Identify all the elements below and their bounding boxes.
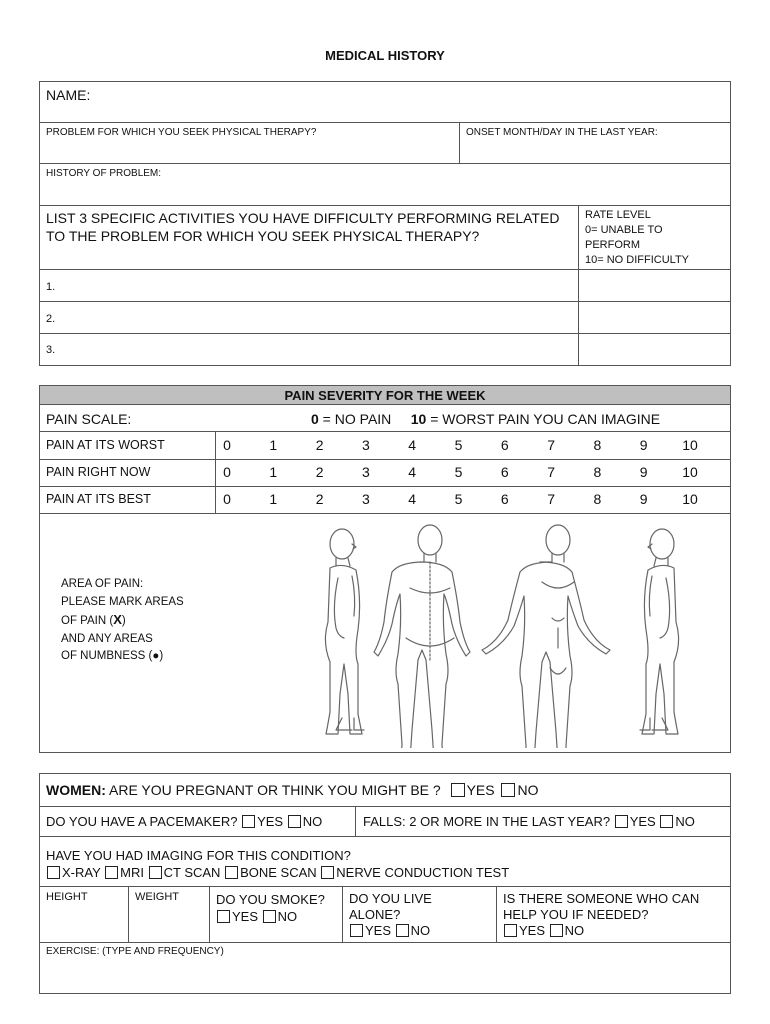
smoke-yes-checkbox[interactable] <box>217 910 230 923</box>
falls-question: FALLS: 2 OR MORE IN THE LAST YEAR? <box>363 814 611 829</box>
name-field[interactable] <box>40 82 730 123</box>
weight-field[interactable] <box>129 887 210 943</box>
weight-label: WEIGHT <box>135 891 179 903</box>
area-line: AREA OF PAIN: <box>61 578 144 590</box>
xray-checkbox[interactable] <box>47 866 60 879</box>
no-label: NO <box>410 923 431 938</box>
pain-scale-option[interactable]: 8 <box>593 464 602 480</box>
history-label: HISTORY OF PROBLEM: <box>46 168 162 179</box>
no-label: NO <box>302 814 323 829</box>
live-alone-field <box>343 887 497 943</box>
onset-field[interactable] <box>460 123 730 164</box>
imaging-options <box>46 864 730 881</box>
no-label: NO <box>564 923 585 938</box>
help-field <box>497 887 730 943</box>
pregnancy-row <box>40 774 730 807</box>
smoke-no-checkbox[interactable] <box>263 910 276 923</box>
activity-row[interactable] <box>40 270 579 302</box>
pain-scale-option[interactable]: 10 <box>682 491 698 507</box>
activity-rating[interactable] <box>579 302 730 334</box>
area-line: OF NUMBNESS (●) <box>61 650 164 662</box>
imaging-question: HAVE YOU HAD IMAGING FOR THIS CONDITION? <box>46 848 351 863</box>
alone-yes-checkbox[interactable] <box>350 924 363 937</box>
activity-rating[interactable] <box>579 334 730 365</box>
pregnant-no-checkbox[interactable] <box>501 783 515 797</box>
pain-scale-option[interactable]: 9 <box>639 491 648 507</box>
pain-scale-option[interactable]: 1 <box>269 464 278 480</box>
pain-scale-option[interactable]: 3 <box>361 464 370 480</box>
pain-scale-option[interactable]: 3 <box>361 437 370 453</box>
pain-scale-option[interactable]: 6 <box>500 491 509 507</box>
pain-scale-option[interactable]: 9 <box>639 437 648 453</box>
pain-scale-option[interactable]: 2 <box>315 464 324 480</box>
pain-scale-option[interactable]: 7 <box>547 491 555 507</box>
pacemaker-question: DO YOU HAVE A PACEMAKER? <box>46 814 238 829</box>
help-no-checkbox[interactable] <box>550 924 563 937</box>
yes-label: YES <box>466 782 495 798</box>
problem-label: PROBLEM FOR WHICH YOU SEEK PHYSICAL THERAPY? <box>46 127 317 138</box>
rate-level-line: PERFORM <box>585 239 640 251</box>
activity-row[interactable] <box>40 334 579 365</box>
pain-row-label: PAIN AT ITS WORST <box>46 438 165 452</box>
nerve-conduction-label: NERVE CONDUCTION TEST <box>336 865 510 880</box>
bone-scan-label: BONE SCAN <box>240 865 317 880</box>
yes-label: YES <box>365 923 392 938</box>
pacemaker-no-checkbox[interactable] <box>288 815 301 828</box>
pain-scale-option[interactable]: 5 <box>454 464 463 480</box>
pain-scale-row <box>40 405 730 432</box>
pregnancy-question: ARE YOU PREGNANT OR THINK YOU MIGHT BE ? <box>105 782 441 798</box>
rate-level-line: 0= UNABLE TO <box>585 224 663 236</box>
rate-level-header <box>579 206 730 270</box>
alone-line1: DO YOU LIVE <box>349 891 432 906</box>
pacemaker-row <box>40 807 356 837</box>
height-field[interactable] <box>40 887 129 943</box>
yes-label: YES <box>519 923 546 938</box>
exercise-field[interactable] <box>40 943 730 993</box>
alone-no-checkbox[interactable] <box>396 924 409 937</box>
height-label: HEIGHT <box>46 891 88 903</box>
pain-scale-option[interactable]: 7 <box>547 464 555 480</box>
pacemaker-yes-checkbox[interactable] <box>242 815 255 828</box>
activities-label-line2: TO THE PROBLEM FOR WHICH YOU SEEK PHYSICAL THERAPY? <box>46 228 480 244</box>
pain-scale-option[interactable]: 7 <box>547 437 555 453</box>
patient-info-section <box>39 81 731 366</box>
ct-scan-checkbox[interactable] <box>149 866 162 879</box>
medical-questions-section <box>39 773 731 994</box>
pain-scale-option[interactable]: 4 <box>408 491 417 507</box>
area-line: PLEASE MARK AREAS <box>61 595 184 608</box>
area-line: AND ANY AREAS <box>61 632 153 645</box>
help-line1: IS THERE SOMEONE WHO CAN <box>503 891 700 906</box>
no-label: NO <box>277 909 298 924</box>
mri-label: MRI <box>120 865 144 880</box>
pain-scale-option[interactable]: 1 <box>269 491 278 507</box>
area-of-pain-instructions <box>61 576 184 666</box>
pain-scale-option[interactable]: 0 <box>223 437 231 453</box>
no-label: NO <box>675 814 695 829</box>
activities-header <box>40 206 579 270</box>
imaging-row <box>40 837 730 887</box>
body-diagram[interactable] <box>290 518 720 748</box>
pain-scale-option[interactable]: 0 <box>223 464 231 480</box>
pain-scale-option[interactable]: 9 <box>639 464 648 480</box>
activity-number: 1. <box>46 281 56 293</box>
help-line2: HELP YOU IF NEEDED? <box>503 907 649 922</box>
area-line: OF PAIN (X) <box>61 612 126 627</box>
pain-scale-option[interactable]: 8 <box>593 437 602 453</box>
rate-level-line: RATE LEVEL <box>585 209 651 221</box>
pain-scale-option[interactable]: 0 <box>223 491 231 507</box>
body-side-right-figure <box>640 529 679 734</box>
activities-label-line1: LIST 3 SPECIFIC ACTIVITIES YOU HAVE DIFFICULTY PERFORMING RELATED <box>46 210 560 226</box>
pain-scale-option[interactable]: 3 <box>361 491 370 507</box>
pain-scale-option[interactable]: 2 <box>315 437 324 453</box>
exercise-label: EXERCISE: (TYPE AND FREQUENCY) <box>46 946 224 957</box>
pain-scale-option[interactable]: 10 <box>682 464 698 480</box>
mri-checkbox[interactable] <box>105 866 118 879</box>
pain-scale-option[interactable]: 4 <box>408 464 417 480</box>
yes-label: YES <box>629 814 656 829</box>
body-side-left-figure <box>325 529 364 734</box>
falls-yes-checkbox[interactable] <box>615 815 628 828</box>
body-back-figure <box>374 525 470 748</box>
help-yes-checkbox[interactable] <box>504 924 517 937</box>
pain-header <box>40 386 730 405</box>
pregnant-yes-checkbox[interactable] <box>451 783 465 797</box>
pain-scale-legend <box>311 411 660 427</box>
women-label: WOMEN: <box>46 782 106 798</box>
smoke-field <box>210 887 343 943</box>
onset-label: ONSET MONTH/DAY IN THE LAST YEAR: <box>466 127 658 138</box>
activity-rating[interactable] <box>579 270 730 302</box>
alone-line2: ALONE? <box>349 907 401 922</box>
pain-scale-label: PAIN SCALE: <box>46 411 132 427</box>
activity-number: 3. <box>46 344 56 356</box>
yes-label: YES <box>257 814 284 829</box>
pain-row-best <box>40 486 730 513</box>
pain-scale-option[interactable]: 6 <box>500 464 509 480</box>
bone-scan-checkbox[interactable] <box>225 866 238 879</box>
falls-no-checkbox[interactable] <box>660 815 673 828</box>
pain-header-text: PAIN SEVERITY FOR THE WEEK <box>284 388 486 403</box>
scale-zero-text: = NO PAIN <box>318 411 392 427</box>
pain-scale-option[interactable]: 5 <box>454 437 463 453</box>
pain-scale-option[interactable]: 1 <box>269 437 278 453</box>
nerve-conduction-checkbox[interactable] <box>321 866 334 879</box>
body-front-figure <box>482 525 610 748</box>
smoke-question: DO YOU SMOKE? <box>216 892 325 907</box>
pain-section <box>39 385 731 753</box>
scale-ten-num: 10 <box>410 411 427 427</box>
rate-level-line: 10= NO DIFFICULTY <box>585 254 690 266</box>
yes-label: YES <box>232 909 259 924</box>
pain-scale-option[interactable]: 4 <box>408 437 417 453</box>
pain-row-worst <box>40 432 730 459</box>
pain-scale-option[interactable]: 6 <box>500 437 509 453</box>
xray-label: X-RAY <box>62 865 101 880</box>
no-label: NO <box>517 782 539 798</box>
name-label: NAME: <box>46 87 91 103</box>
pain-scale-option[interactable]: 10 <box>682 437 698 453</box>
ct-scan-label: CT SCAN <box>163 865 221 880</box>
pain-row-label: PAIN AT ITS BEST <box>46 492 151 506</box>
scale-zero-num: 0 <box>311 411 319 427</box>
problem-field[interactable] <box>40 123 460 164</box>
pain-row-label: PAIN RIGHT NOW <box>46 465 151 479</box>
scale-ten-text: = WORST PAIN YOU CAN IMAGINE <box>426 411 661 427</box>
history-field[interactable] <box>40 164 730 206</box>
falls-row <box>356 807 730 837</box>
pain-scale-option[interactable]: 5 <box>454 491 463 507</box>
pain-row-now <box>40 459 730 486</box>
page-title: MEDICAL HISTORY <box>325 48 445 63</box>
activity-number: 2. <box>46 313 56 325</box>
pain-scale-option[interactable]: 2 <box>315 491 324 507</box>
pain-scale-option[interactable]: 8 <box>593 491 602 507</box>
activity-row[interactable] <box>40 302 579 334</box>
